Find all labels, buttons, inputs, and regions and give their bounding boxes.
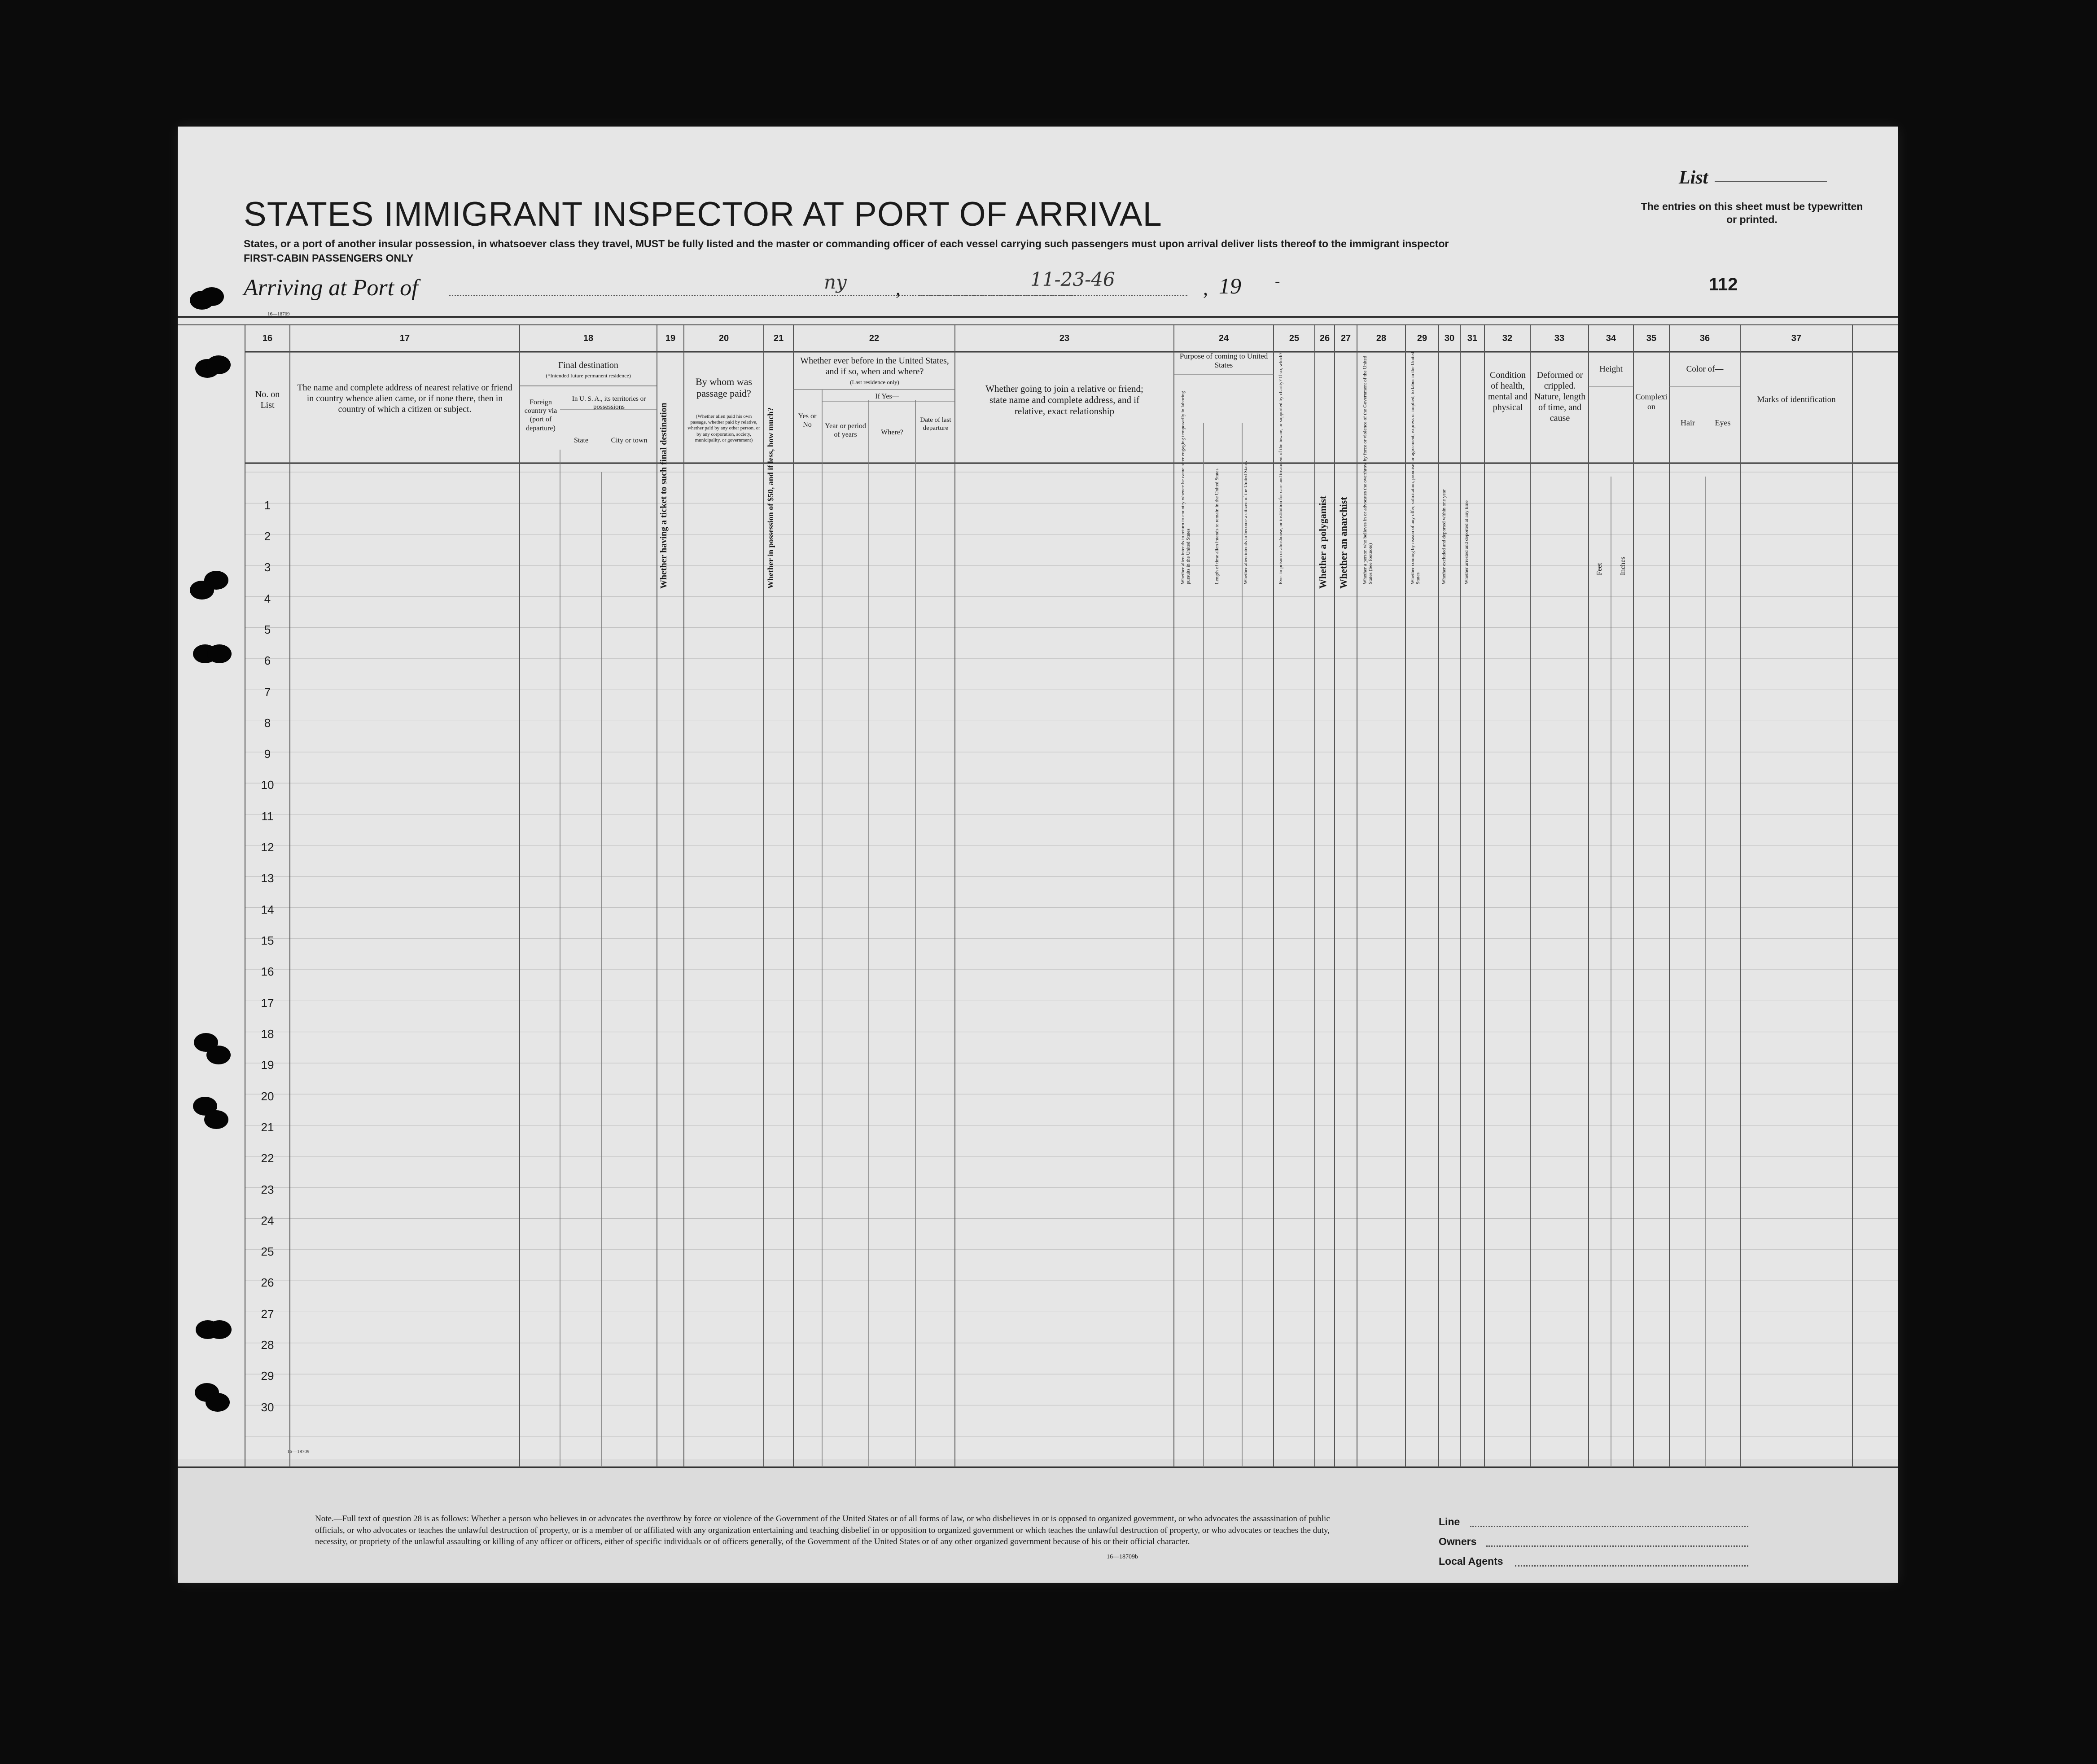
hdr-polygamist: Whether a polygamist: [1317, 495, 1328, 589]
punch-hole: [207, 644, 232, 663]
row-number: 17: [261, 996, 274, 1010]
colnum-16: 16: [262, 333, 273, 343]
hdr-if-yes: If Yes—: [875, 393, 899, 400]
punch-hole: [200, 287, 224, 306]
row-number: 24: [261, 1213, 274, 1227]
row-number: 14: [261, 902, 274, 916]
hdr-eyes: Eyes: [1715, 418, 1731, 427]
punch-hole: [206, 1046, 231, 1064]
date-handwritten: 11-23-46: [1030, 268, 1115, 290]
colnum-32: 32: [1502, 333, 1513, 343]
hdr-city: City or town: [611, 437, 648, 444]
punch-hole: [207, 1320, 232, 1339]
hdr-labor-offer: Whether coming by reason of any offer, solicitation, promise, or agreement, express or implied, to labor in the United States: [1410, 352, 1421, 584]
row-number: 11: [261, 809, 274, 823]
hdr-deformed: Deformed or crippled. Nature, length of time, and cause: [1534, 370, 1586, 423]
line-label: Line: [1439, 1516, 1460, 1528]
colnum-36: 36: [1699, 333, 1710, 343]
arriving-label: Arriving at Port of: [244, 275, 418, 301]
year-prefix: 19: [1219, 273, 1241, 298]
hdr-prison: Ever in prison or almshouse, or institution for care and treatment of the insane, or supported by charity? If so, which?: [1278, 352, 1283, 584]
row-number: 1: [264, 498, 271, 512]
row-number: 4: [264, 591, 271, 605]
colnum-21: 21: [773, 333, 784, 343]
hdr-complexion: Complexion: [1635, 392, 1668, 411]
row-number: 18: [261, 1027, 274, 1041]
row-number: 5: [264, 622, 271, 636]
hdr-color-of: Color of—: [1686, 364, 1724, 374]
row-number: 2: [264, 529, 271, 543]
row-number: 9: [264, 747, 271, 761]
hdr-excluded: Whether excluded and deported within one year: [1441, 489, 1447, 584]
owners-field: [1486, 1545, 1748, 1547]
row-number: 28: [261, 1338, 274, 1352]
colnum-17: 17: [399, 333, 410, 343]
colnum-29: 29: [1417, 333, 1427, 343]
hdr-passage-note: (Whether alien paid his own passage, whether paid by relative, whether paid by any other person, or by any corporation, society, municipality, or government): [687, 414, 760, 443]
hdr-hair: Hair: [1681, 418, 1695, 427]
form-subtitle: States, or a port of another insular possession, in whatsoever class they travel, MUST be fully listed and the master or commanding officer of each vessel carrying such passengers must upon arrival deliver lists thereof to the immigrant inspector: [244, 238, 1449, 249]
colnum-26: 26: [1319, 333, 1330, 343]
list-label: List: [1679, 167, 1708, 188]
comma-1: ,: [896, 277, 901, 299]
row-number: 12: [261, 840, 274, 854]
hdr-purpose-length: Length of time alien intends to remain in the United States: [1214, 468, 1220, 584]
colnum-19: 19: [665, 333, 676, 343]
owners-label: Owners: [1439, 1536, 1477, 1547]
hdr-passage-paid: By whom was passage paid?: [696, 376, 752, 399]
form-code-bottom: 16—18709: [287, 1449, 310, 1454]
comma-2: ,: [1203, 277, 1208, 299]
row-number: 7: [264, 685, 271, 699]
punch-hole: [206, 1393, 230, 1412]
row-number: 6: [264, 654, 271, 668]
row-number: 22: [261, 1151, 274, 1165]
colnum-20: 20: [718, 333, 729, 343]
colnum-35: 35: [1646, 333, 1657, 343]
hdr-state: State: [574, 437, 588, 444]
row-number: 16: [261, 965, 274, 979]
page-number: 112: [1709, 275, 1738, 294]
hdr-purpose: Purpose of coming to United States: [1179, 352, 1268, 370]
footnote-question-28: Note.—Full text of question 28 is as follows: Whether a person who believes in or advocates the overthrow by force or violence of the Government of the United States or of all forms of law, or who disbelieves in or is opposed to organized government, or who advocates the assassination of public officials, or who advocates or teaches the unlawful destruction of property, or is a member of or affiliated with any organization entertaining and teaching disbelief in or opposition to organized government or which teaches the unlawful destruction of property, or who advocates or teaches the duty, necessity, or propriety of the unlawful assaulting or killing of any officer or officers, either of specific individuals or of officers generally, of the Government of the United States or of any other organized government because of his or their official character.: [315, 1514, 1330, 1547]
hdr-foreign-country: Foreign country via (port of departure): [524, 398, 557, 432]
local-agents-label: Local Agents: [1439, 1555, 1503, 1567]
hdr-fifty-dollars: Whether in possession of $50, and if less, how much?: [766, 407, 775, 589]
hdr-in-usa: In U. S. A., its territories or possessions: [572, 395, 646, 411]
hdr-marks-identification: Marks of identification: [1757, 395, 1836, 404]
hdr-where: Where?: [881, 429, 903, 436]
punch-hole: [204, 1110, 228, 1129]
colnum-22: 22: [869, 333, 880, 343]
hdr-purpose-return: Whether alien intends to return to country whence he came after engaging temporarily in laboring pursuits in the United States: [1180, 391, 1191, 584]
colnum-37: 37: [1791, 333, 1802, 343]
colnum-23: 23: [1059, 333, 1070, 343]
footnote-code: 16—18709b: [1107, 1554, 1138, 1560]
punch-hole: [206, 355, 231, 374]
hdr-condition-health: Condition of health, mental and physical: [1488, 370, 1528, 412]
hdr-date-departure: Date of last departure: [920, 416, 951, 432]
colnum-28: 28: [1376, 333, 1387, 343]
hdr-purpose-citizen: Whether alien intends to become a citizen of the United States: [1243, 461, 1248, 584]
hdr-feet: Feet: [1596, 563, 1603, 575]
row-number: 25: [261, 1245, 274, 1259]
hdr-yes-or-no: Yes or No: [798, 412, 817, 429]
colnum-30: 30: [1444, 333, 1455, 343]
hdr-height: Height: [1599, 364, 1623, 374]
typewritten-instruction: The entries on this sheet must be typewritten or printed.: [1641, 201, 1863, 225]
hdr-anarchist: Whether an anarchist: [1338, 497, 1349, 589]
row-number: 13: [261, 871, 274, 885]
row-number: 26: [261, 1276, 274, 1290]
hdr-no-on-list: No. on List: [255, 390, 280, 410]
colnum-25: 25: [1289, 333, 1300, 343]
row-number: 30: [261, 1400, 274, 1414]
hdr-join-relative: Whether going to join a relative or friend; state name and complete address, and if relative, exact relationship: [985, 383, 1143, 417]
row-number: 23: [261, 1182, 274, 1196]
row-number: 10: [261, 778, 274, 792]
colnum-34: 34: [1606, 333, 1616, 343]
hdr-ever-in-us: Whether ever before in the United States, and if so, when and where?: [800, 356, 949, 376]
row-number: 21: [261, 1120, 274, 1134]
form-title: STATES IMMIGRANT INSPECTOR AT PORT OF ARRIVAL: [244, 195, 1162, 233]
row-number: 20: [261, 1089, 274, 1103]
local-agents-field: [1515, 1565, 1748, 1567]
hdr-inches: Inches: [1619, 556, 1627, 575]
row-number: 29: [261, 1369, 274, 1383]
hdr-last-residence: (Last residence only): [850, 379, 899, 385]
colnum-31: 31: [1467, 333, 1478, 343]
colnum-18: 18: [583, 333, 594, 343]
hdr-ticket: Whether having a ticket to such final destination: [659, 403, 669, 589]
colnum-33: 33: [1554, 333, 1565, 343]
colnum-27: 27: [1340, 333, 1351, 343]
row-number: 15: [261, 934, 274, 948]
port-handwritten: ny: [824, 271, 847, 293]
hdr-year-period: Year or period of years: [825, 422, 866, 439]
year-dash: -: [1275, 273, 1280, 289]
hdr-nearest-relative: The name and complete address of nearest relative or friend in country whence alien came, or if none there, then in country of which a citizen or subject.: [297, 383, 512, 414]
row-number: 3: [264, 560, 271, 574]
class-label: FIRST-CABIN PASSENGERS ONLY: [244, 252, 414, 264]
hdr-final-destination: Final destination: [558, 360, 618, 370]
row-number: 8: [264, 716, 271, 730]
colnum-24: 24: [1218, 333, 1229, 343]
hdr-overthrow: Whether a person who believes in or advocates the overthrow by force or violence of the Government of the United States (See footnote): [1362, 355, 1374, 584]
hdr-arrested: Whether arrested and deported at any time: [1464, 500, 1469, 584]
form-code-top: 16—18709: [267, 311, 290, 317]
hdr-final-destination-note: (*Intended future permanent residence): [546, 372, 631, 379]
line-field: [1470, 1526, 1748, 1527]
row-number: 27: [261, 1307, 274, 1321]
manifest-sheet: [178, 127, 1898, 1583]
row-number: 19: [261, 1058, 274, 1072]
punch-hole: [204, 571, 228, 590]
